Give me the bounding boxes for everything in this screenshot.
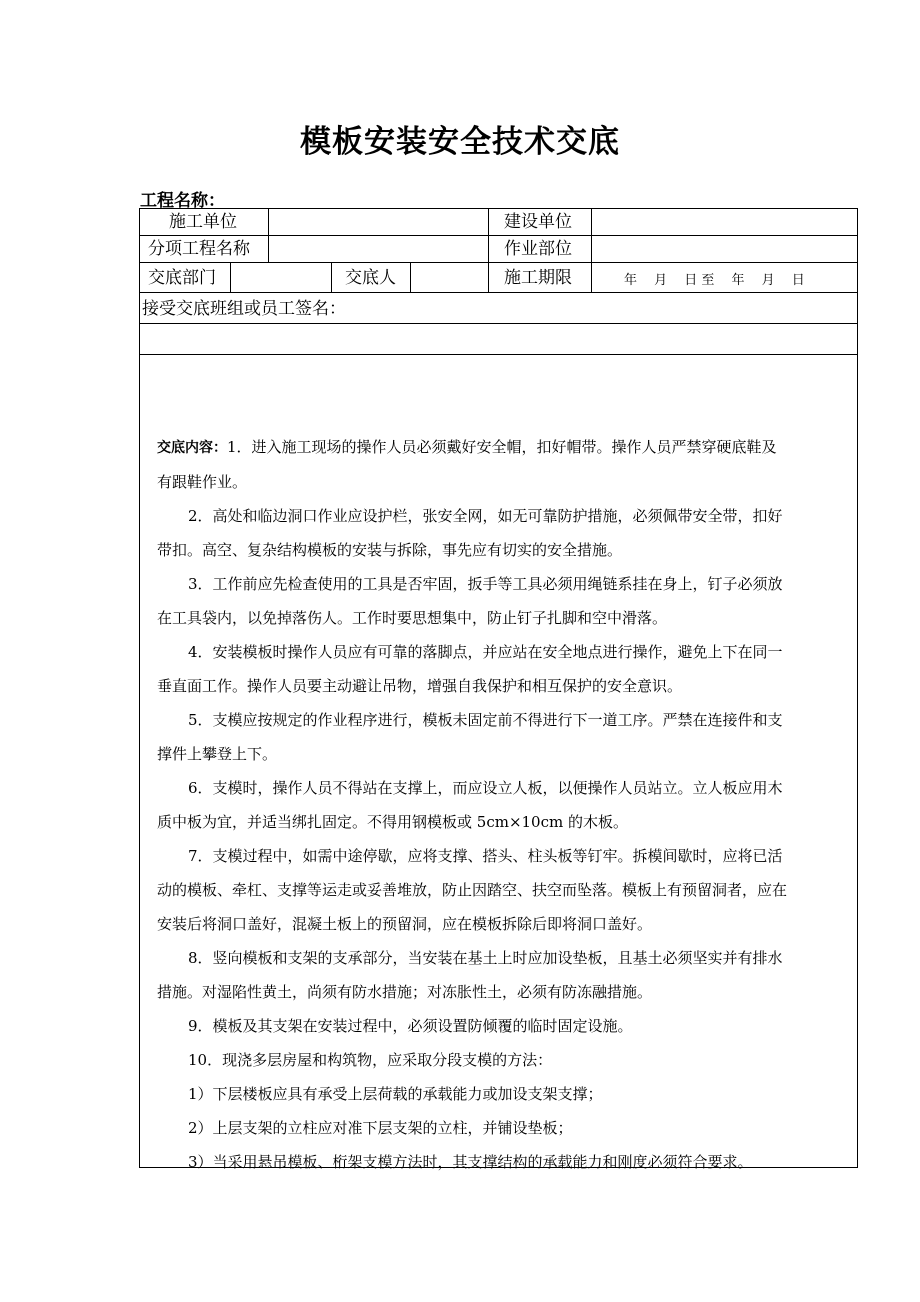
content-line: 措施。对湿陷性黄土，尚须有防水措施；对冻胀性土，必须有防冻融措施。 [157, 983, 653, 1001]
content-line: 2．高处和临边洞口作业应设护栏，张安全网，如无可靠防护措施，必须佩带安全带，扣好 [188, 507, 783, 525]
sub-project-label: 分项工程名称 [148, 239, 250, 259]
content-line: 7．支模过程中，如需中途停歇，应将支撑、搭头、柱头板等钉牢。拆模间歇时，应将已活 [188, 847, 783, 865]
content-line: 动的模板、牵杠、支撑等运走或妥善堆放，防止因踏空、扶空而坠落。模板上有预留洞者，应在 [157, 881, 788, 899]
work-location-label: 作业部位 [504, 239, 572, 259]
content-line: 3）当采用悬吊模板、桁架支模方法时，其支撑结构的承载能力和刚度必须符合要求。 [188, 1153, 753, 1171]
content-line: 10．现浇多层房屋和构筑物，应采取分段支模的方法： [188, 1051, 553, 1069]
construction-period-value: 年 月 日 至 年 月 日 [624, 273, 805, 288]
content-line: 3．工作前应先检查使用的工具是否牢固，扳手等工具必须用绳链系挂在身上，钉子必须放 [188, 575, 783, 593]
content-line: 带扣。高空、复杂结构模板的安装与拆除，事先应有切实的安全措施。 [157, 541, 623, 559]
disclosure-dept-label: 交底部门 [148, 268, 216, 288]
content-line: 交底内容：1．进入施工现场的操作人员必须戴好安全帽，扣好帽带。操作人员严禁穿硬底鞋及 [157, 438, 777, 456]
content-line: 撑件上攀登上下。 [157, 745, 278, 763]
signature-label: 接受交底班组或员工签名： [142, 299, 346, 319]
content-line: 有跟鞋作业。 [157, 473, 248, 491]
construction-unit-label: 施工单位 [169, 212, 237, 232]
disclosure-content [157, 430, 842, 1179]
content-line: 9．模板及其支架在安装过程中，必须设置防倾覆的临时固定设施。 [188, 1017, 633, 1035]
content-line: 垂直面工作。操作人员要主动避让吊物，增强自我保护和相互保护的安全意识。 [157, 677, 683, 695]
project-name-label: 工程名称： [140, 191, 225, 211]
owner-unit-label: 建设单位 [504, 212, 572, 232]
discloser-label: 交底人 [345, 268, 396, 288]
content-line: 在工具袋内，以免掉落伤人。工作时要思想集中，防止钉子扎脚和空中滑落。 [157, 609, 668, 627]
content-line: 8．竖向模板和支架的支承部分，当安装在基土上时应加设垫板，且基土必须坚实并有排水 [188, 949, 783, 967]
content-line: 2）上层支架的立柱应对准下层支架的立柱，并铺设垫板； [188, 1119, 573, 1137]
content-label: 交底内容： [157, 440, 227, 456]
content-line: 1）下层楼板应具有承受上层荷载的承载能力或加设支架支撑； [188, 1085, 603, 1103]
content-line: 6．支模时，操作人员不得站在支撑上，而应设立人板，以便操作人员站立。立人板应用木 [188, 779, 783, 797]
content-line: 4．安装模板时操作人员应有可靠的落脚点，并应站在安全地点进行操作，避免上下在同一 [188, 643, 783, 661]
content-line: 安装后将洞口盖好，混凝土板上的预留洞，应在模板拆除后即将洞口盖好。 [157, 915, 653, 933]
content-line: 质中板为宜，并适当绑扎固定。不得用钢模板或 5cm×10cm 的木板。 [157, 813, 628, 831]
construction-period-label: 施工期限 [504, 268, 572, 288]
page-title: 模板安装安全技术交底 [300, 124, 620, 160]
content-line: 5．支模应按规定的作业程序进行，模板未固定前不得进行下一道工序。严禁在连接件和支 [188, 711, 783, 729]
